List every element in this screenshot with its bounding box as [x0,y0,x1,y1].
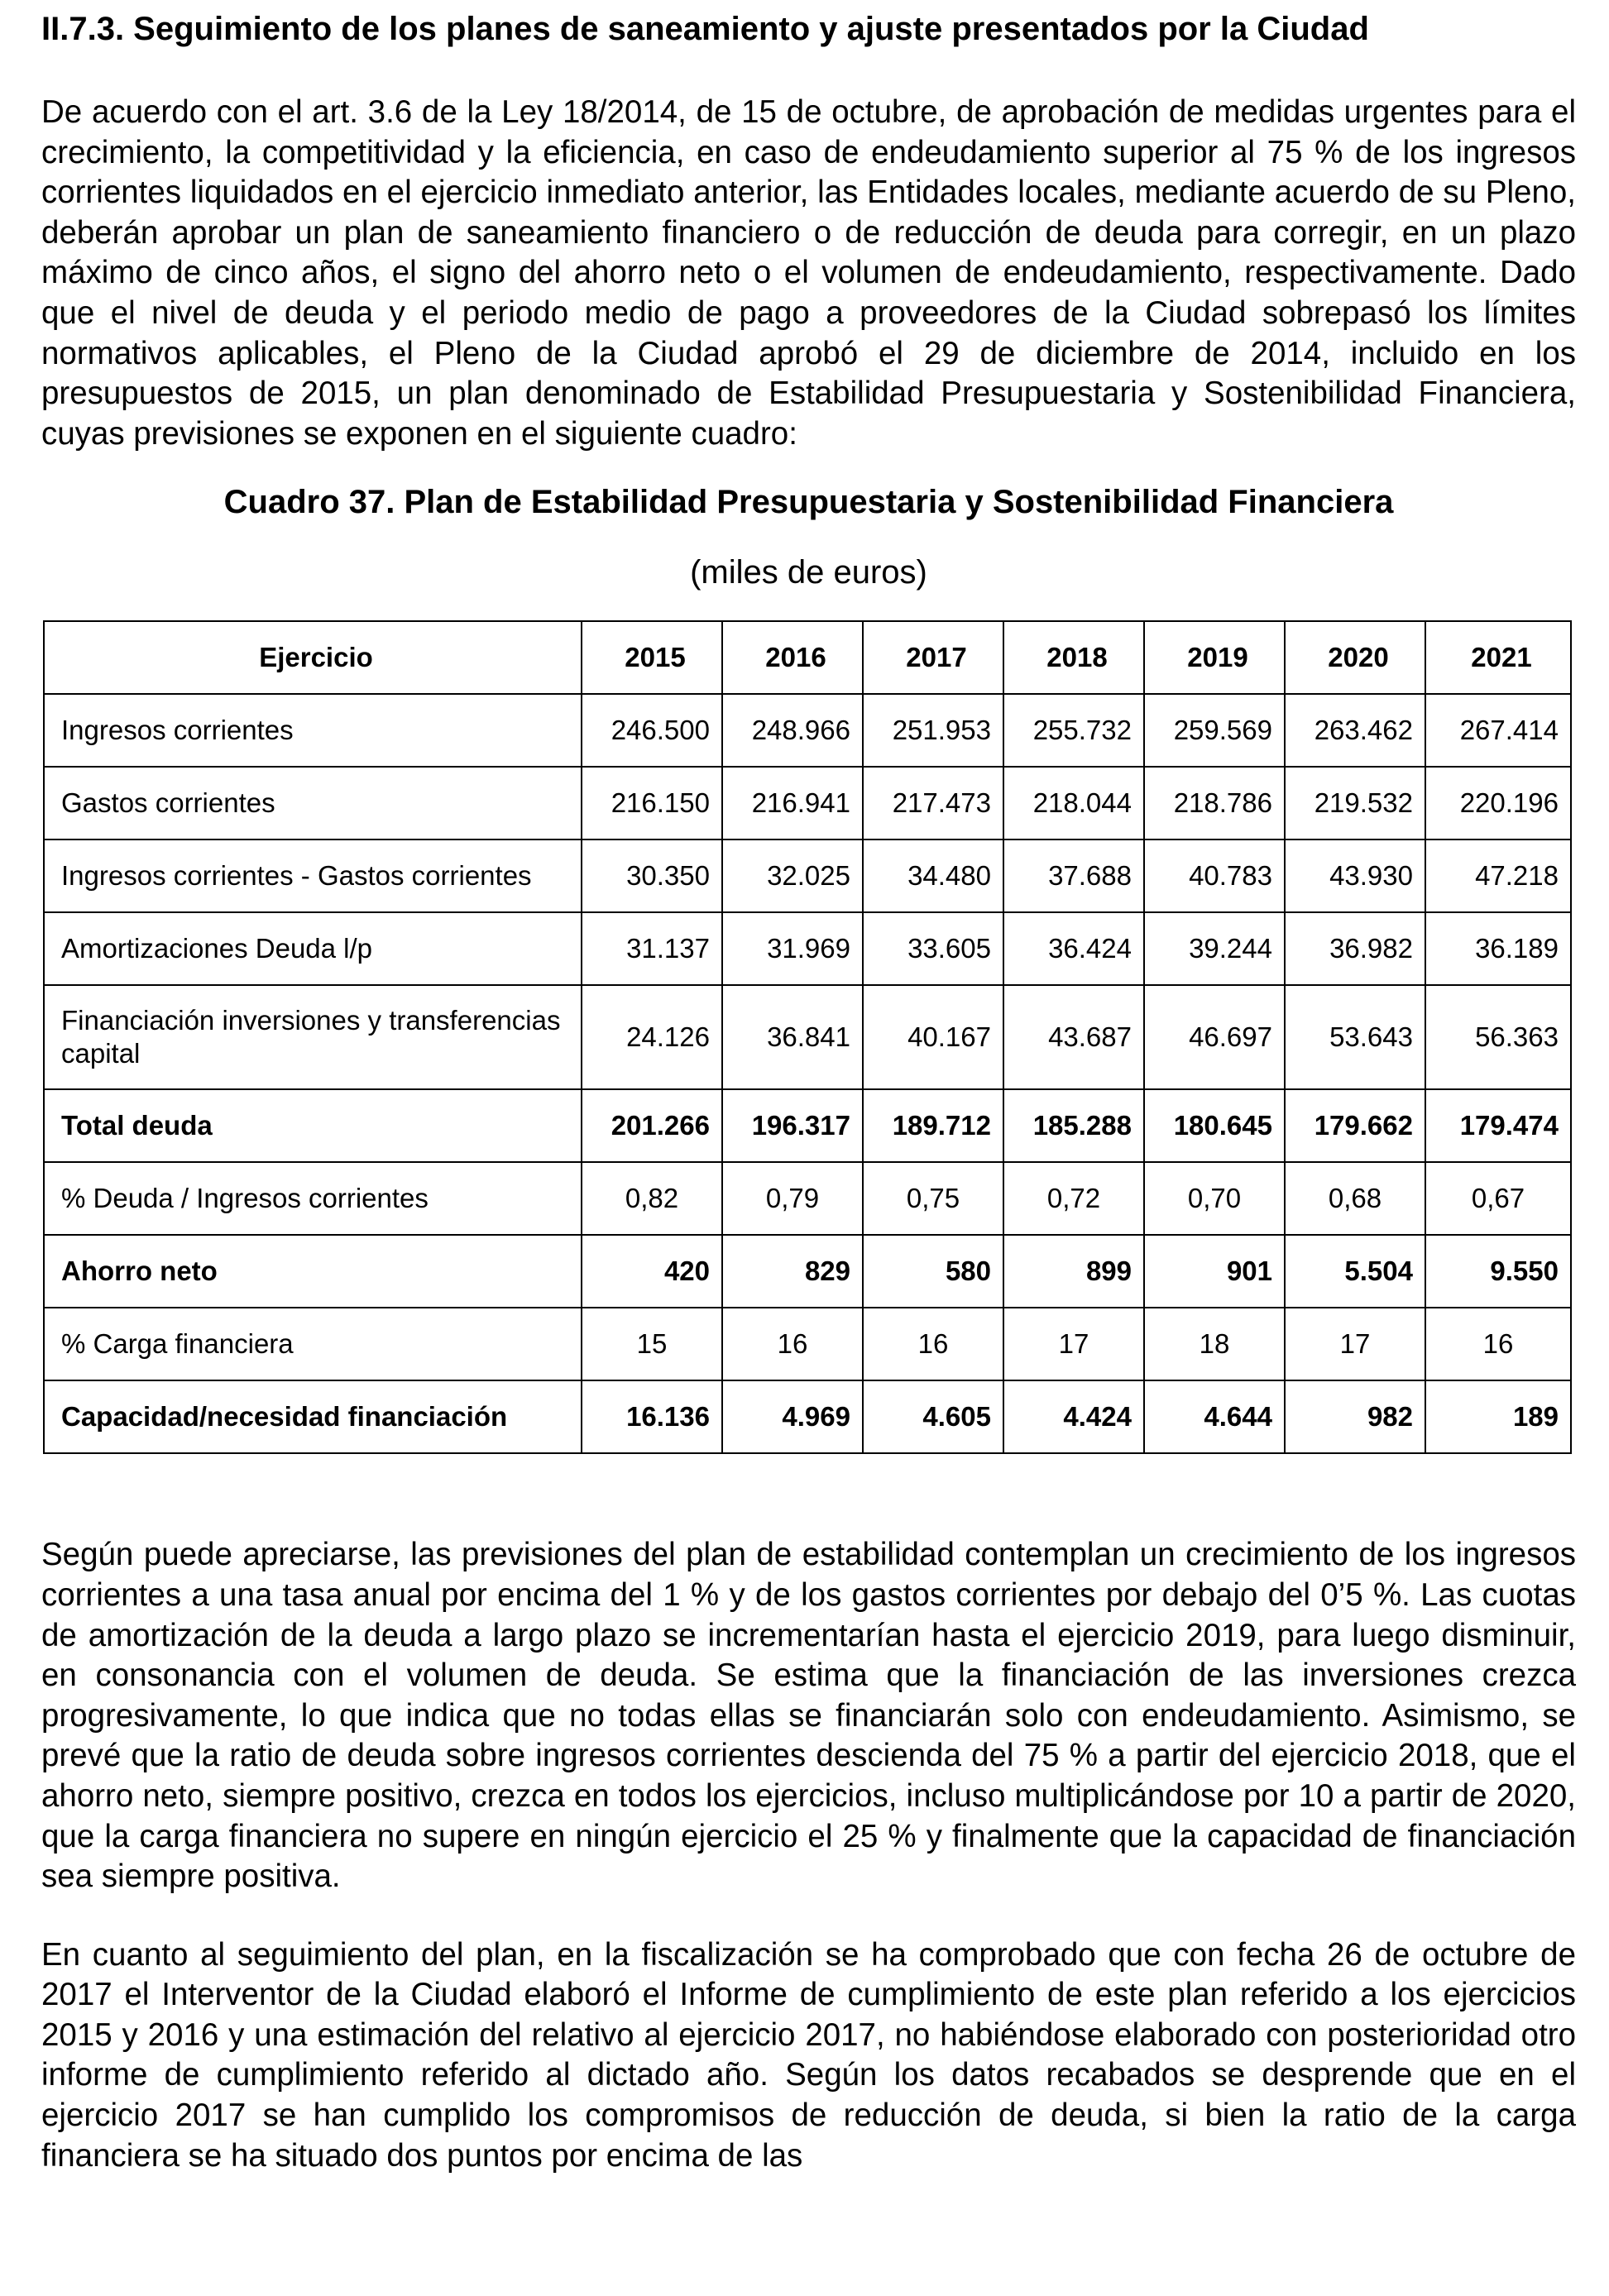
header-year: 2019 [1144,621,1285,694]
table-unit: (miles de euros) [690,554,927,591]
table-cell: 17 [1003,1308,1144,1380]
table-cell: 16 [722,1308,863,1380]
row-label: Ahorro neto [44,1235,582,1308]
analysis-paragraph: Según puede apreciarse, las previsiones del plan de estabilidad contemplan un crecimiento de los ingresos corrientes a una tasa anual por encima del 1 % y de los gastos corrientes por debajo del 0’5 %. Las cuotas de amortización de la deuda a largo plazo se incrementarían hasta el ejercicio 2019, para luego disminuir, en consonancia con el volumen de deuda. Se estima que la financiación de las inversiones crezca progresivamente, lo que indica que no todas ellas se financiarán solo con endeudamiento. Asimismo, se prevé que la ratio de deuda sobre ingresos corrientes descienda del 75 % a partir del ejercicio 2018, que el ahorro neto, siempre positivo, crezca en todos los ejercicios, incluso multiplicándose por 10 a partir de 2020, que la carga financiera no supere en ningún ejercicio el 25 % y finalmente que la capacidad de financiación sea siempre positiva. [41,1537,1576,1895]
table-cell: 218.044 [1003,767,1144,839]
table-cell: 0,72 [1003,1162,1144,1235]
table-cell: 0,82 [582,1162,722,1235]
plan-table [43,620,1572,1454]
table-cell: 31.969 [722,912,863,985]
table-cell: 30.350 [582,839,722,912]
table-cell: 34.480 [863,839,1003,912]
table-title: Cuadro 37. Plan de Estabilidad Presupuestaria y Sostenibilidad Financiera [223,484,1394,521]
table-row [44,1308,1571,1380]
table-cell: 18 [1144,1308,1285,1380]
table-cell: 17 [1285,1308,1425,1380]
table-cell: 56.363 [1425,985,1571,1089]
table-header-row [44,621,1571,694]
table-row [44,767,1571,839]
section-heading: II.7.3. Seguimiento de los planes de saneamiento y ajuste presentados por la Ciudad [41,11,1369,47]
table-cell: 899 [1003,1235,1144,1308]
table-cell: 16 [863,1308,1003,1380]
table-cell: 251.953 [863,694,1003,767]
header-year: 2016 [722,621,863,694]
table-cell: 180.645 [1144,1089,1285,1162]
row-label: Capacidad/necesidad financiación [44,1380,582,1453]
table-cell: 420 [582,1235,722,1308]
followup-paragraph: En cuanto al seguimiento del plan, en la fiscalización se ha comprobado que con fecha 26 de octubre de 2017 el Interventor de la Ciudad elaboró el Informe de cumplimiento de este plan referido a los ejercicios 2015 y 2016 y una estimación del relativo al ejercicio 2017, no habiéndose elaborado con posterioridad otro informe de cumplimiento referido al dictado año. Según los datos recabados se desprende que en el ejercicio 2017 se han cumplido los compromisos de reducción de deuda, si bien la ratio de la carga financiera se ha situado dos puntos por encima de las [41,1936,1576,2174]
table-cell: 259.569 [1144,694,1285,767]
table-cell: 179.662 [1285,1089,1425,1162]
header-ejercicio: Ejercicio [44,621,582,694]
table-cell: 220.196 [1425,767,1571,839]
row-label: % Carga financiera [44,1308,582,1380]
table-row [44,839,1571,912]
table-cell: 4.969 [722,1380,863,1453]
document-page [41,0,1576,2176]
row-label: % Deuda / Ingresos corrientes [44,1162,582,1235]
table-cell: 580 [863,1235,1003,1308]
table-cell: 39.244 [1144,912,1285,985]
table-cell: 33.605 [863,912,1003,985]
table-cell: 0,79 [722,1162,863,1235]
row-label: Gastos corrientes [44,767,582,839]
table-cell: 36.189 [1425,912,1571,985]
table-cell: 248.966 [722,694,863,767]
table-cell: 16.136 [582,1380,722,1453]
table-cell: 37.688 [1003,839,1144,912]
row-label: Financiación inversiones y transferencias capital [44,985,582,1089]
header-year: 2015 [582,621,722,694]
table-cell: 9.550 [1425,1235,1571,1308]
table-cell: 217.473 [863,767,1003,839]
table-cell: 4.605 [863,1380,1003,1453]
table-row [44,985,1571,1089]
table-row [44,1380,1571,1453]
table-cell: 246.500 [582,694,722,767]
table-cell: 218.786 [1144,767,1285,839]
table-cell: 196.317 [722,1089,863,1162]
table-cell: 5.504 [1285,1235,1425,1308]
table-cell: 4.424 [1003,1380,1144,1453]
table-cell: 982 [1285,1380,1425,1453]
table-cell: 189.712 [863,1089,1003,1162]
table-row [44,1235,1571,1308]
table-row [44,912,1571,985]
table-cell: 32.025 [722,839,863,912]
table-cell: 36.982 [1285,912,1425,985]
table-cell: 216.150 [582,767,722,839]
table-cell: 901 [1144,1235,1285,1308]
header-year: 2021 [1425,621,1571,694]
table-cell: 15 [582,1308,722,1380]
table-cell: 24.126 [582,985,722,1089]
table-cell: 263.462 [1285,694,1425,767]
intro-paragraph: De acuerdo con el art. 3.6 de la Ley 18/2014, de 15 de octubre, de aprobación de medidas urgentes para el crecimiento, la competitividad y la eficiencia, en caso de endeudamiento superior al 75 % de los ingresos corrientes liquidados en el ejercicio inmediato anterior, las Entidades locales, mediante acuerdo de su Pleno, deberán aprobar un plan de saneamiento financiero o de reducción de deuda para corregir, en un plazo máximo de cinco años, el signo del ahorro neto o el volumen de endeudamiento, respectivamente. Dado que el nivel de deuda y el periodo medio de pago a proveedores de la Ciudad sobrepasó los límites normativos aplicables, el Pleno de la Ciudad aprobó el 29 de diciembre de 2014, incluido en los presupuestos de 2015, un plan denominado de Estabilidad Presupuestaria y Sostenibilidad Financiera, cuyas previsiones se exponen en el siguiente cuadro: [41,94,1576,452]
table-row [44,694,1571,767]
table-cell: 43.930 [1285,839,1425,912]
table-cell: 0,75 [863,1162,1003,1235]
table-cell: 53.643 [1285,985,1425,1089]
table-cell: 185.288 [1003,1089,1144,1162]
table-cell: 40.783 [1144,839,1285,912]
table-cell: 36.841 [722,985,863,1089]
table-cell: 47.218 [1425,839,1571,912]
table-cell: 43.687 [1003,985,1144,1089]
table-cell: 36.424 [1003,912,1144,985]
table-cell: 255.732 [1003,694,1144,767]
header-year: 2018 [1003,621,1144,694]
table-cell: 0,67 [1425,1162,1571,1235]
header-year: 2020 [1285,621,1425,694]
row-label: Ingresos corrientes - Gastos corrientes [44,839,582,912]
table-cell: 179.474 [1425,1089,1571,1162]
table-cell: 201.266 [582,1089,722,1162]
table-row [44,1089,1571,1162]
header-year: 2017 [863,621,1003,694]
row-label: Amortizaciones Deuda l/p [44,912,582,985]
table-cell: 31.137 [582,912,722,985]
table-cell: 0,70 [1144,1162,1285,1235]
table-cell: 46.697 [1144,985,1285,1089]
row-label: Ingresos corrientes [44,694,582,767]
table-cell: 219.532 [1285,767,1425,839]
table-cell: 189 [1425,1380,1571,1453]
table-cell: 829 [722,1235,863,1308]
table-cell: 267.414 [1425,694,1571,767]
table-cell: 16 [1425,1308,1571,1380]
row-label: Total deuda [44,1089,582,1162]
table-cell: 216.941 [722,767,863,839]
table-cell: 4.644 [1144,1380,1285,1453]
table-row [44,1162,1571,1235]
table-cell: 0,68 [1285,1162,1425,1235]
table-cell: 40.167 [863,985,1003,1089]
